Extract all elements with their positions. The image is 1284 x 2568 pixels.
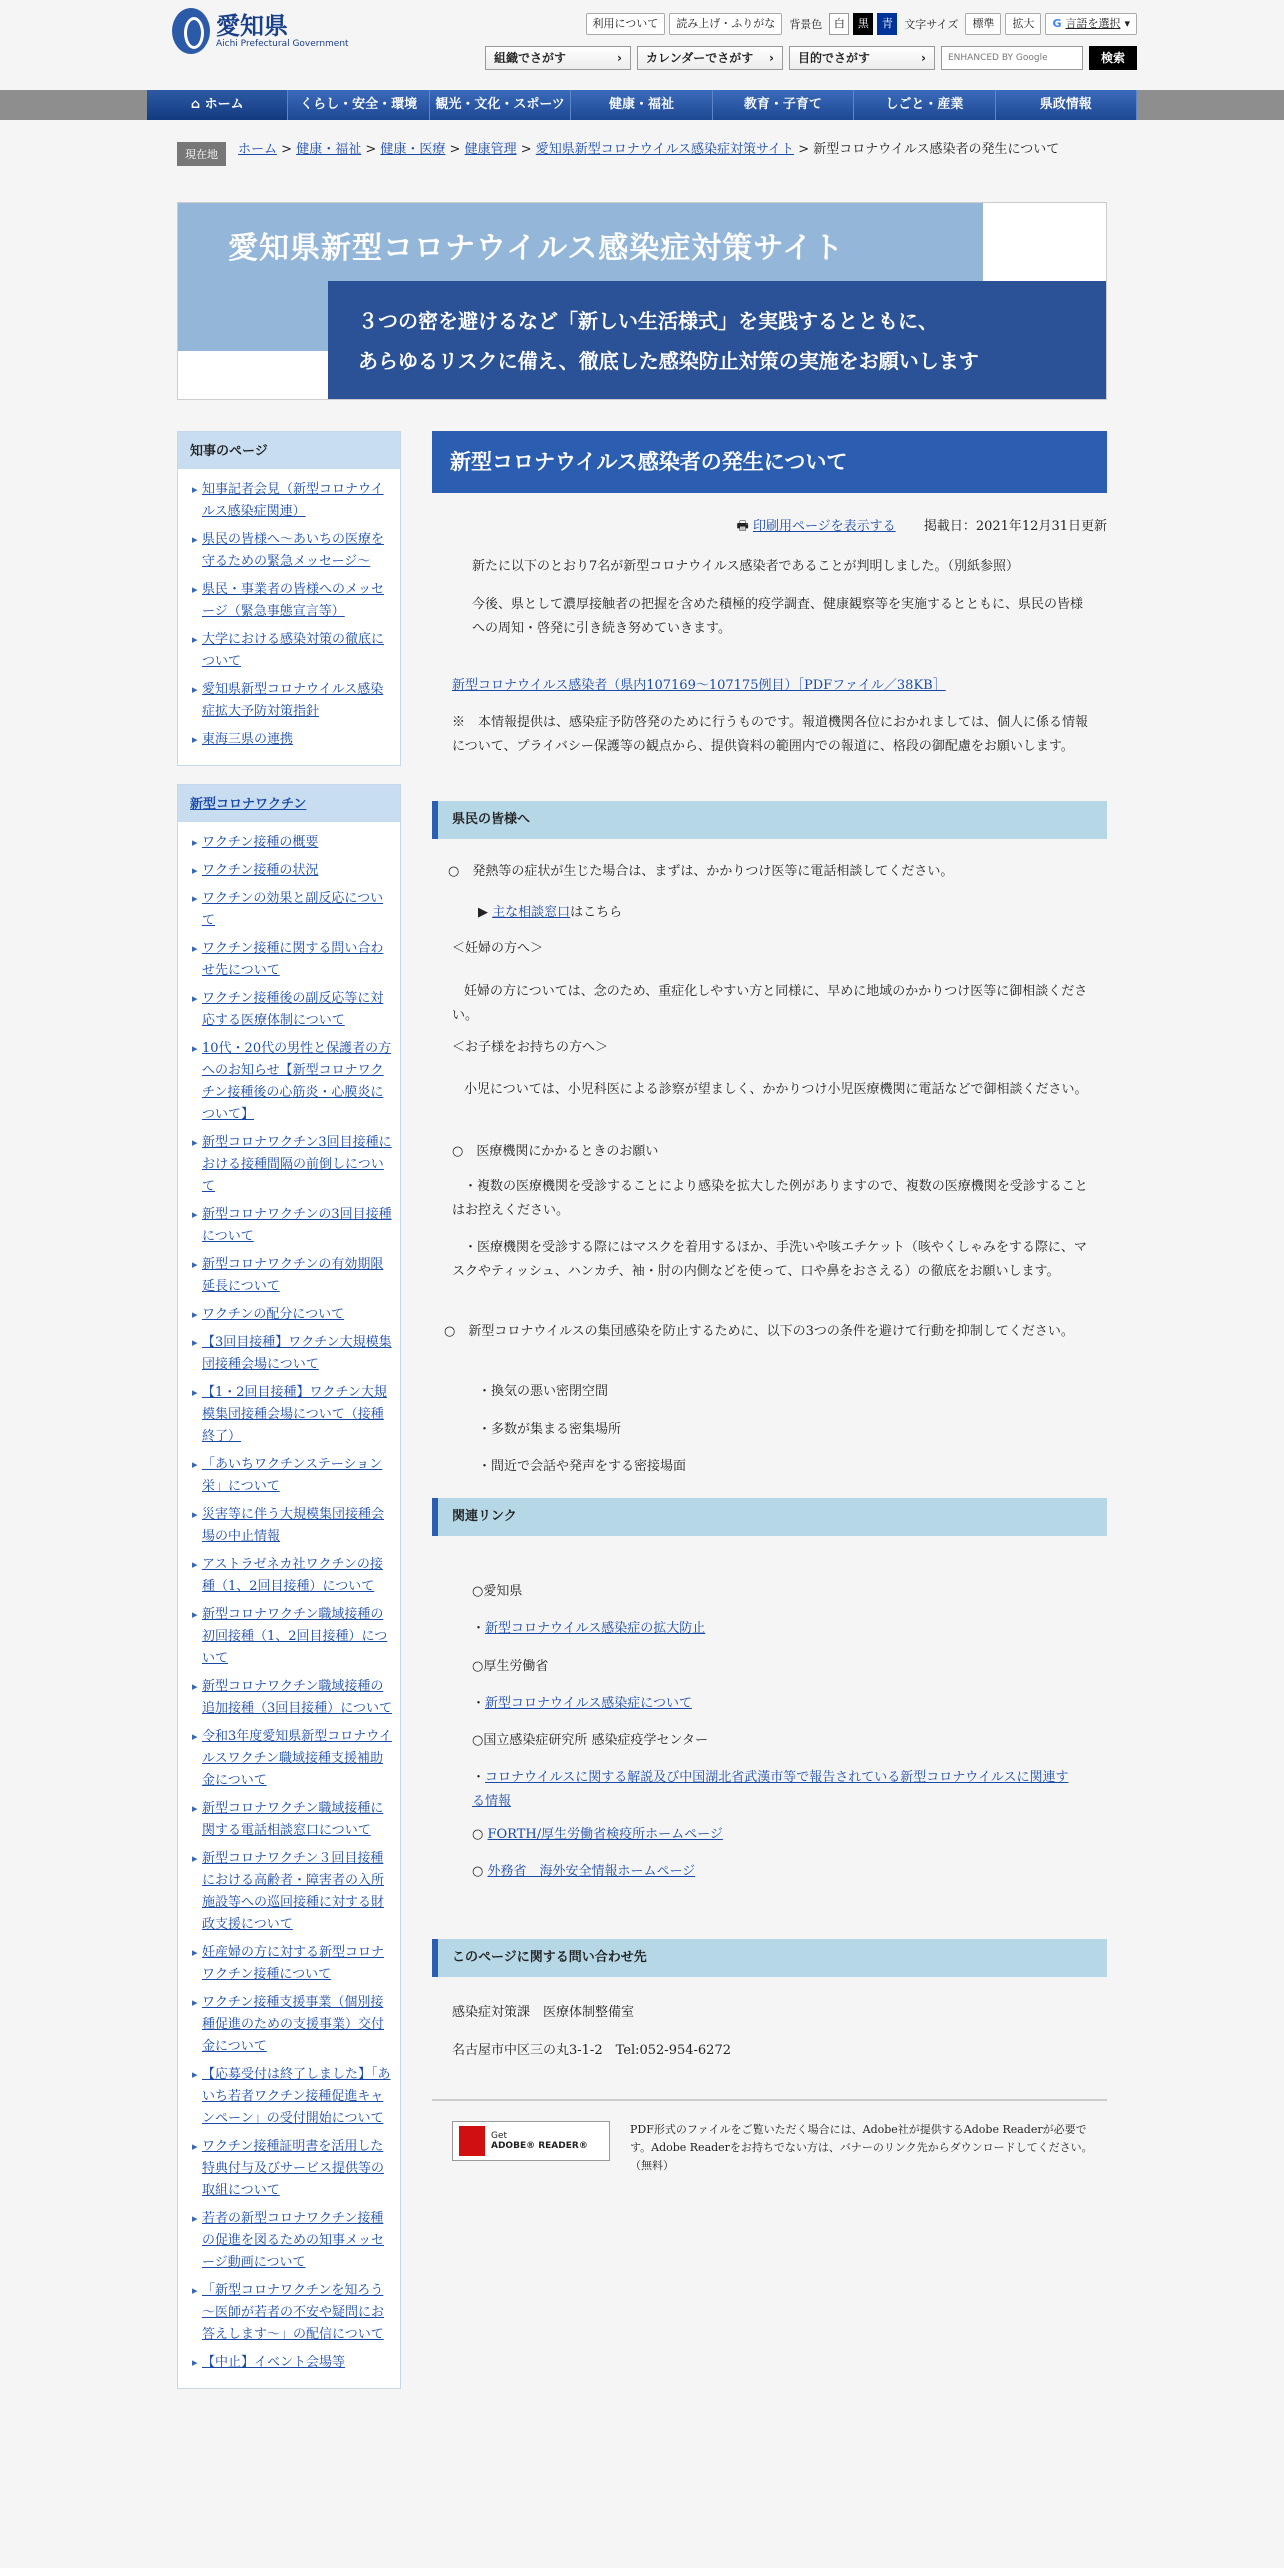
divider (432, 2099, 1107, 2101)
vaccine-link[interactable]: 「あいちワクチンステーション栄」について (202, 1457, 383, 1494)
notice-text: ※ 本情報提供は、感染症予防啓発のために行うものです。報道機関各位におかれましては、個人に係る情報について、プライバシー保護等の観点から、提供資料の範囲内での報道に、格段の御配慮をお願いします。 (452, 715, 1088, 754)
vaccine-item (192, 2064, 392, 2130)
breadcrumb-medical[interactable]: 健康・医療 (380, 142, 446, 157)
vaccine-link[interactable]: 新型コロナワクチン職域接種の追加接種（3回目接種）について (202, 1679, 393, 1716)
vaccine-item (192, 2352, 392, 2374)
page-title: 新型コロナウイルス感染者の発生について (432, 431, 1107, 493)
vaccine-link[interactable]: 令和3年度愛知県新型コロナウイルスワクチン職域接種支援補助金について (202, 1729, 392, 1788)
chevron-right-icon: › (769, 51, 774, 65)
global-nav (147, 90, 1137, 120)
vaccine-links (178, 822, 400, 2388)
vaccine-link[interactable]: 若者の新型コロナワクチン接種の促進を図るための知事メッセージ動画について (202, 2211, 385, 2270)
search-bar (485, 46, 1137, 70)
language-select[interactable] (1045, 13, 1137, 35)
vaccine-link[interactable]: 新型コロナワクチン3回目接種における接種間隔の前倒しについて (202, 1135, 392, 1194)
medical-heading: ○ 医療機関にかかるときのお願い (452, 1144, 659, 1159)
vaccine-item (192, 832, 392, 854)
links-mhlw-label: ○厚生労働省 (472, 1659, 549, 1674)
arrow-icon: ▶ (478, 905, 488, 920)
vaccine-link[interactable]: ワクチンの配分について (202, 1307, 345, 1322)
chevron-right-icon: › (617, 51, 622, 65)
published-date: 掲載日：2021年12月31日更新 (923, 519, 1107, 534)
intro-text-2: 今後、県として濃厚接触者の把握を含めた積極的疫学調査、健康観察等を実施するとともに、県民の皆様への周知・啓発に引き続き努めていきます。 (472, 597, 1084, 636)
adobe-reader-badge[interactable]: Get ADOBE® READER® (452, 2121, 610, 2161)
consult-link[interactable]: 主な相談窓口 (492, 905, 571, 920)
vaccine-link[interactable]: 災害等に伴う大規模集団接種会場の中止情報 (202, 1507, 385, 1544)
site-logo[interactable] (172, 8, 349, 54)
vaccine-item (192, 860, 392, 882)
governor-link[interactable]: 県民・事業者の皆様へのメッセージ（緊急事態宣言等） (202, 582, 385, 619)
nav-business[interactable]: しごと・産業 (854, 90, 995, 120)
vaccine-link[interactable]: ワクチン接種の状況 (202, 863, 319, 878)
chevron-down-icon: ▾ (1124, 17, 1130, 30)
vaccine-item (192, 1254, 392, 1298)
language-select-label: 言語を選択 (1065, 17, 1121, 30)
vaccine-item (192, 988, 392, 1032)
mhlw-covid-link[interactable]: 新型コロナウイルス感染症について (485, 1696, 692, 1711)
vaccine-item (192, 1848, 392, 1936)
bg-white-button[interactable]: 白 (829, 13, 849, 35)
vaccine-link[interactable]: 【中止】イベント会場等 (202, 2355, 346, 2370)
main-content: 新型コロナウイルス感染者の発生について 🖶 印刷用ページを表示する 掲載日：2021年12月31日更新 新たに以下のとおり7名が新型コロナウイルス感染者であることが判明しました。（別紙参照） 今後、県として濃厚接触者の把握を含めた積極的疫学調査、健康観察等を実施するとともに、県民の皆様への周知・啓発に引き続き努めていきます。 新型コロナウイルス感染者（県内107169～107175例目）［PDFファイル／38KB］ ※ 本情報提供は、感染症予防啓発のために行うものです。報道機関各位におかれましては、個人に係る情報について、プライバシー保護等の観点から、提供資料の範囲内での報道に、格段の御配慮をお願いします。 県民の皆様へ ○ 発熱等の症状が生じた場合は、まずは、かかりつけ医等に電話相談してください。 ▶ 主な相談窓口はこちら ＜妊婦の方へ＞ 妊婦の方については、念のため、重症化しやすい方と同様に、早めに地域のかかりつけ医等に御相談ください。 ＜お子様をお持ちの方へ＞ 小児については、小児科医による診察が望ましく、かかりつけ小児医療機関に電話などで御相談ください。 ○ 医療機関にかかるときのお願い ・複数の医療機関を受診することにより感染を拡大した例がありますので、複数の医療機関を受診することはお控えください。 ・医療機関を受診する際にはマスクを着用するほか、手洗いや咳エチケット（咳やくしゃみをする際に、マスクやティッシュ、ハンカチ、袖・肘の内側などを使って、口や鼻をおさえる）の徹底をお願いします。 ○ 新型コロナウイルスの集団感染を防止するために、以下の3つの条件を避けて行動を抑制してください。 ・換気の悪い密閉空間 ・多数が集まる密集場所 ・間近で会話や発声をする密接場面 関連リンク ○愛知県 ・新型コロナウイルス感染症の拡大防止 ○厚生労働省 ・新型コロナウイルス感染症について ○国立感染症研究所 感染症疫学センター ・コロナウイルスに関する解説及び中国湖北省武漢市等で報告されている新型コロナウイルスに関連する情報 ○ FORTH/厚生労働省検疫所ホームページ ○ 外務省 海外安全情報ホームページ このページに関する問い合わせ先 感染症対策課 医療体制整備室 名古屋市中区三の丸3-1-2 Tel:052-954-6272 Get ADOBE® READER® PDF形式のファイルをご覧いただく場合には、Adobe社が提供するAdobe Readerが必要です。Adobe Readerをお持ちでない方は、バナーのリンク先からダウンロードしてください。（無料） (432, 431, 1107, 539)
medical-text-2: ・医療機関を受診する際にはマスクを着用するほか、手洗いや咳エチケット（咳やくしゃみをする際に、マスクやティッシュ、ハンカチ、袖・肘の内側などを使って、口や鼻をおさえる）の徹底をお願いします。 (452, 1240, 1087, 1279)
contact-department: 感染症対策課 医療体制整備室 (452, 2005, 635, 2020)
vaccine-box (177, 784, 401, 2389)
mofa-link[interactable]: 外務省 海外安全情報ホームページ (487, 1864, 696, 1879)
vaccine-item (192, 2208, 392, 2274)
breadcrumb: 現在地 ホーム > 健康・福祉 > 健康・医療 > 健康管理 > 愛知県新型コロナウイルス感染症対策サイト > 新型コロナウイルス感染者の発生について (177, 140, 1107, 166)
logo-subtitle: Aichi Prefectural Government (216, 39, 349, 49)
governor-links (178, 469, 400, 765)
print-link[interactable]: 印刷用ページを表示する (752, 519, 896, 534)
aichi-spread-prevention-link[interactable]: 新型コロナウイルス感染症の拡大防止 (485, 1621, 706, 1636)
home-icon: ⌂ (190, 97, 201, 112)
breadcrumb-home[interactable]: ホーム (238, 142, 278, 157)
vaccine-item (192, 888, 392, 932)
vaccine-box-title: 新型コロナワクチン (178, 785, 400, 822)
vaccine-link[interactable]: 【応募受付は終了しました】「あいち若者ワクチン接種促進キャンペーン」の受付開始について (202, 2067, 391, 2126)
governor-box-title: 知事のページ (178, 432, 400, 469)
vaccine-link[interactable]: 【3回目接種】ワクチン大規模集団接種会場について (202, 1335, 392, 1372)
governor-link[interactable]: 県民の皆様へ～あいちの医療を守るための緊急メッセージ～ (202, 532, 385, 569)
adobe-logo-icon (459, 2126, 485, 2156)
vaccine-link[interactable]: ワクチン接種後の副反応等に対応する医療体制について (202, 991, 384, 1028)
links-niid-label: ○国立感染症研究所 感染症疫学センター (472, 1733, 708, 1748)
breadcrumb-health-management[interactable]: 健康管理 (464, 142, 517, 157)
nav-health[interactable]: 健康・福祉 (571, 90, 712, 120)
breadcrumb-welfare[interactable]: 健康・福祉 (296, 142, 362, 157)
vaccine-item (192, 1992, 392, 2058)
bg-blue-button[interactable]: 青 (877, 13, 897, 35)
vaccine-item (192, 1038, 392, 1126)
search-by-org-button[interactable]: 組織でさがす › (485, 46, 631, 70)
google-search-input[interactable]: ENHANCED BY Google (941, 46, 1083, 70)
page-meta (432, 515, 1107, 539)
vaccine-link[interactable]: 10代・20代の男性と保護者の方へのお知らせ【新型コロナワクチン接種後の心筋炎・心膜炎について】 (202, 1041, 392, 1122)
vaccine-link[interactable]: 新型コロナワクチンの有効期限延長について (202, 1257, 384, 1294)
pregnant-heading: ＜妊婦の方へ＞ (452, 941, 544, 956)
governor-box (177, 431, 401, 766)
vaccine-item (192, 1204, 392, 1248)
vaccine-item (192, 1504, 392, 1548)
vaccine-item (192, 1304, 392, 1326)
vaccine-link[interactable]: 新型コロナワクチンの3回目接種について (202, 1207, 392, 1244)
vaccine-item (192, 1942, 392, 1986)
chevron-right-icon: › (921, 51, 926, 65)
vaccine-link[interactable]: ワクチン接種支援事業（個別接種促進のための支援事業）交付金について (202, 1995, 385, 2054)
pregnant-text: 妊婦の方については、念のため、重症化しやすい方と同様に、早めに地域のかかりつけ医等に御相談ください。 (452, 984, 1088, 1023)
breadcrumb-covid-site[interactable]: 愛知県新型コロナウイルス感染症対策サイト (535, 142, 795, 157)
governor-item (192, 479, 392, 523)
covid-banner[interactable] (177, 202, 1107, 400)
nav-home[interactable]: ⌂ ホーム (147, 90, 288, 120)
nav-life[interactable]: くらし・安全・環境 (288, 90, 429, 120)
bg-color-label: 背景色 (789, 18, 823, 31)
vaccine-item (192, 1798, 392, 1842)
banner-message: ３つの密を避けるなど「新しい生活様式」を実践するとともに、 あらゆるリスクに備え、徹底した感染防止対策の実施をお願いします (328, 281, 1106, 399)
condition-2: ・多数が集まる密集場所 (478, 1422, 622, 1437)
search-by-purpose-button[interactable]: 目的でさがす › (789, 46, 935, 70)
vaccine-item (192, 2136, 392, 2202)
niid-info-link[interactable]: コロナウイルスに関する解説及び中国湖北省武漢市等で報告されている新型コロナウイルスに関連する情報 (472, 1770, 1069, 1809)
google-g-icon: G (1052, 17, 1062, 30)
vaccine-link[interactable]: 【1・2回目接種】ワクチン大規模集団接種会場について（接種終了） (202, 1385, 387, 1444)
governor-link[interactable]: 東海三県の連携 (202, 732, 294, 747)
vaccine-item (192, 1454, 392, 1498)
vaccine-link[interactable]: 新型コロナワクチン３回目接種における高齢者・障害者の入所施設等への巡回接種に対する財政支援について (202, 1851, 385, 1932)
forth-link[interactable]: FORTH/厚生労働省検疫所ホームページ (487, 1827, 723, 1842)
governor-link[interactable]: 知事記者会見（新型コロナウイルス感染症関連） (202, 482, 384, 519)
vaccine-link[interactable]: ワクチンの効果と副反応について (202, 891, 384, 928)
links-aichi-label: ○愛知県 (472, 1584, 523, 1599)
vaccine-item (192, 1382, 392, 1448)
breadcrumb-here-label: 現在地 (177, 142, 226, 166)
logo-title: 愛知県 (216, 12, 288, 40)
vaccine-item (192, 1132, 392, 1198)
medical-text-1: ・複数の医療機関を受診することにより感染を拡大した例がありますので、複数の医療機関を受診することはお控えください。 (452, 1179, 1088, 1218)
governor-link[interactable]: 愛知県新型コロナウイルス感染症拡大予防対策指針 (202, 682, 384, 719)
vaccine-item (192, 1604, 392, 1670)
bg-black-button[interactable]: 黒 (853, 13, 873, 35)
vaccine-item (192, 1676, 392, 1720)
fever-text: ○ 発熱等の症状が生じた場合は、まずは、かかりつけ医等に電話相談してください。 (448, 864, 954, 879)
nav-education[interactable]: 教育・子育て (713, 90, 854, 120)
aichi-emblem-icon (172, 8, 210, 54)
side-navigation (177, 431, 401, 2407)
font-size-label: 文字サイズ (904, 18, 959, 31)
governor-item (192, 729, 392, 751)
utility-bar (586, 13, 1137, 35)
breadcrumb-current: 新型コロナウイルス感染者の発生について (813, 142, 1060, 157)
vaccine-item (192, 938, 392, 982)
cluster-text: ○ 新型コロナウイルスの集団感染を防止するために、以下の3つの条件を避けて行動を抑制してください。 (444, 1324, 1074, 1339)
condition-1: ・換気の悪い密閉空間 (478, 1384, 609, 1399)
vaccine-link[interactable]: 新型コロナワクチン職域接種の初回接種（1、2回目接種）について (202, 1607, 388, 1666)
vaccine-link[interactable]: ワクチン接種の概要 (202, 835, 319, 850)
vaccine-item (192, 2280, 392, 2346)
governor-item (192, 529, 392, 573)
vaccine-item (192, 1726, 392, 1792)
pdf-link[interactable]: 新型コロナウイルス感染者（県内107169～107175例目）［PDFファイル／38KB］ (452, 678, 946, 693)
search-by-calendar-button[interactable]: カレンダーでさがす › (637, 46, 783, 70)
governor-link[interactable]: 大学における感染対策の徹底について (202, 632, 385, 669)
vaccine-link[interactable]: 「新型コロナワクチンを知ろう～医師が若者の不安や疑問にお答えします～」の配信について (202, 2283, 385, 2342)
section-heading-residents: 県民の皆様へ (432, 801, 1107, 839)
children-heading: ＜お子様をお持ちの方へ＞ (452, 1040, 609, 1055)
contact-address: 名古屋市中区三の丸3-1-2 Tel:052-954-6272 (452, 2043, 731, 2058)
governor-item (192, 579, 392, 623)
banner-title: 愛知県新型コロナウイルス感染症対策サイト (228, 231, 845, 266)
vaccine-item (192, 1332, 392, 1376)
about-button[interactable]: 利用について (586, 13, 666, 35)
vaccine-link[interactable]: ワクチン接種に関する問い合わせ先について (202, 941, 384, 978)
intro-text-1: 新たに以下のとおり7名が新型コロナウイルス感染者であることが判明しました。（別紙参照） (472, 559, 1019, 574)
children-text: 小児については、小児科医による診察が望ましく、かかりつけ小児医療機関に電話などで御相談ください。 (464, 1082, 1088, 1097)
adobe-reader-text: PDF形式のファイルをご覧いただく場合には、Adobe社が提供するAdobe Readerが必要です。Adobe Readerをお持ちでない方は、バナーのリンク先からダウンロードしてください。（無料） (630, 2123, 1093, 2172)
font-standard-button[interactable]: 標準 (965, 13, 1001, 35)
section-heading-contact: このページに関する問い合わせ先 (432, 1939, 1107, 1977)
site-header (0, 0, 1284, 90)
vaccine-link[interactable]: ワクチン接種証明書を活用した特典付与及びサービス提供等の取組について (202, 2139, 385, 2198)
vaccine-item (192, 1554, 392, 1598)
governor-item (192, 679, 392, 723)
section-heading-links: 関連リンク (432, 1498, 1107, 1536)
condition-3: ・間近で会話や発声をする密接場面 (478, 1459, 687, 1474)
reading-button[interactable]: 読み上げ・ふりがな (669, 13, 782, 35)
vaccine-link[interactable]: 新型コロナワクチン職域接種に関する電話相談窓口について (202, 1801, 384, 1838)
governor-item (192, 629, 392, 673)
vaccine-link[interactable]: 妊産婦の方に対する新型コロナワクチン接種について (202, 1945, 385, 1982)
search-button[interactable]: 検索 (1089, 46, 1137, 70)
font-large-button[interactable]: 拡大 (1005, 13, 1041, 35)
nav-tourism[interactable]: 観光・文化・スポーツ (430, 90, 571, 120)
vaccine-link[interactable]: アストラゼネカ社ワクチンの接種（1、2回目接種）について (202, 1557, 383, 1594)
printer-icon: 🖶 (736, 519, 749, 534)
nav-government[interactable]: 県政情報 (996, 90, 1137, 120)
